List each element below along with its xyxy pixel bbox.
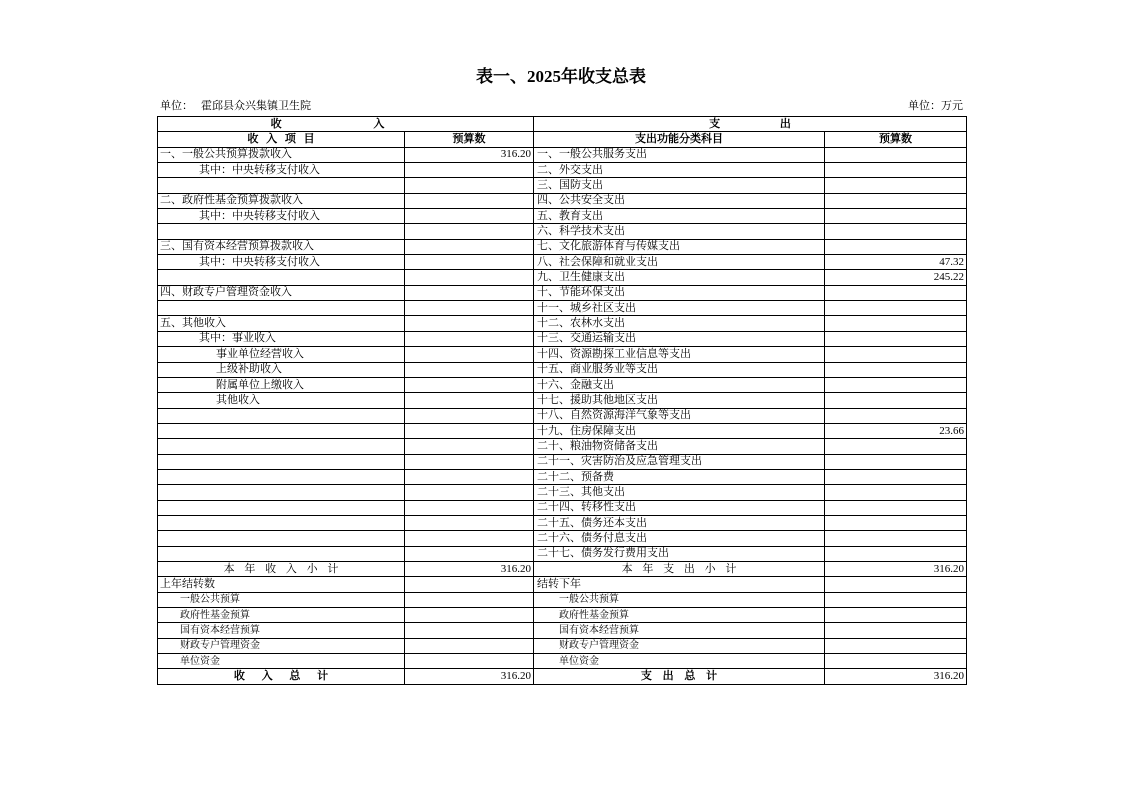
carryover-item-row — [158, 623, 967, 638]
expense-item-cell: 四、公共安全支出 — [534, 193, 825, 208]
expense-total-amount: 316.20 — [825, 669, 967, 684]
expense-carryover-item: 单位资金 — [534, 654, 825, 669]
income-item-cell — [158, 301, 405, 316]
income-amount-cell — [405, 178, 534, 193]
table-row — [158, 439, 967, 454]
expense-item-cell: 六、科学技术支出 — [534, 224, 825, 239]
expense-item-cell: 十、节能环保支出 — [534, 285, 825, 300]
income-item-cell — [158, 408, 405, 423]
expense-amount-cell — [825, 531, 967, 546]
income-amount-cell — [405, 531, 534, 546]
income-amount-cell — [405, 270, 534, 285]
column-header-row — [158, 132, 967, 147]
expense-amount-cell — [825, 454, 967, 469]
expense-item-cell: 十六、金融支出 — [534, 377, 825, 392]
income-amount-cell — [405, 224, 534, 239]
table-row — [158, 500, 967, 515]
table-row — [158, 301, 967, 316]
expense-subtotal-label: 本 年 支 出 小 计 — [534, 561, 825, 576]
expense-total-label: 支 出 总 计 — [534, 669, 825, 684]
income-total-amount: 316.20 — [405, 669, 534, 684]
income-item-cell: 四、财政专户管理资金收入 — [158, 285, 405, 300]
expense-amount-cell — [825, 439, 967, 454]
expense-carryover-amount — [825, 577, 967, 592]
income-amount-cell — [405, 454, 534, 469]
income-item-cell — [158, 515, 405, 530]
expense-amount-cell — [825, 347, 967, 362]
table-row — [158, 178, 967, 193]
income-amount-cell — [405, 347, 534, 362]
carryover-item-row — [158, 592, 967, 607]
expense-carryover-item-amount — [825, 638, 967, 653]
table-row — [158, 454, 967, 469]
income-item-cell — [158, 439, 405, 454]
income-item-cell: 上级补助收入 — [158, 362, 405, 377]
income-amount-cell — [405, 515, 534, 530]
income-subtotal-label: 本 年 收 入 小 计 — [158, 561, 405, 576]
income-amount-cell — [405, 209, 534, 224]
table-row — [158, 377, 967, 392]
table-row — [158, 255, 967, 270]
income-item-cell: 五、其他收入 — [158, 316, 405, 331]
income-subtotal-amount: 316.20 — [405, 561, 534, 576]
table-row — [158, 147, 967, 162]
expense-carryover-title: 结转下年 — [534, 577, 825, 592]
income-item-cell: 附属单位上缴收入 — [158, 377, 405, 392]
expense-item-cell: 二十六、债务付息支出 — [534, 531, 825, 546]
income-amount-cell — [405, 301, 534, 316]
income-amount-cell — [405, 255, 534, 270]
income-amount-cell — [405, 393, 534, 408]
income-amount-cell — [405, 331, 534, 346]
expense-amount-cell — [825, 193, 967, 208]
expense-item-cell: 十四、资源勘探工业信息等支出 — [534, 347, 825, 362]
page-title: 表一、2025年收支总表 — [476, 67, 646, 86]
expense-amount-cell — [825, 224, 967, 239]
income-carryover-item: 一般公共预算 — [158, 592, 405, 607]
expense-item-cell: 七、文化旅游体育与传媒支出 — [534, 239, 825, 254]
expense-item-cell: 十九、住房保障支出 — [534, 423, 825, 438]
income-item-cell: 其中：中央转移支付收入 — [158, 163, 405, 178]
income-amount-cell — [405, 408, 534, 423]
table-row — [158, 362, 967, 377]
table-row — [158, 546, 967, 561]
expense-item-cell: 十五、商业服务业等支出 — [534, 362, 825, 377]
income-item-cell: 二、政府性基金预算拨款收入 — [158, 193, 405, 208]
income-item-cell: 其中：事业收入 — [158, 331, 405, 346]
income-amount-cell — [405, 439, 534, 454]
table-row — [158, 239, 967, 254]
expense-item-cell: 八、社会保障和就业支出 — [534, 255, 825, 270]
carryover-item-row — [158, 638, 967, 653]
expense-item-cell: 十一、城乡社区支出 — [534, 301, 825, 316]
table-row — [158, 285, 967, 300]
unit-label: 单位： — [160, 100, 193, 112]
income-item-cell — [158, 270, 405, 285]
group-header-row — [158, 117, 967, 132]
income-amount-cell — [405, 193, 534, 208]
expense-subtotal-amount: 316.20 — [825, 561, 967, 576]
expense-amount-cell — [825, 485, 967, 500]
expense-amount-cell — [825, 500, 967, 515]
income-carryover-title: 上年结转数 — [158, 577, 405, 592]
expense-amount-cell — [825, 469, 967, 484]
expense-carryover-item-amount — [825, 592, 967, 607]
expense-amount-cell — [825, 546, 967, 561]
income-amount-cell — [405, 285, 534, 300]
income-carryover-item-amount — [405, 654, 534, 669]
expense-item-cell: 三、国防支出 — [534, 178, 825, 193]
expense-carryover-item: 政府性基金预算 — [534, 608, 825, 623]
expense-item-cell: 二十、粮油物资储备支出 — [534, 439, 825, 454]
table-row — [158, 224, 967, 239]
income-amount-cell — [405, 316, 534, 331]
income-item-cell: 一、一般公共预算拨款收入 — [158, 147, 405, 162]
total-row — [158, 669, 967, 684]
income-item-cell — [158, 485, 405, 500]
income-amount-cell — [405, 485, 534, 500]
budget-summary-table — [157, 116, 967, 685]
expense-amount-cell: 245.22 — [825, 270, 967, 285]
table-row — [158, 270, 967, 285]
income-item-cell — [158, 454, 405, 469]
expense-carryover-item-amount — [825, 608, 967, 623]
income-amount-cell — [405, 469, 534, 484]
expense-amount-cell — [825, 408, 967, 423]
income-amount-cell — [405, 362, 534, 377]
expense-carryover-item: 一般公共预算 — [534, 592, 825, 607]
income-carryover-item-amount — [405, 623, 534, 638]
income-amount-cell — [405, 163, 534, 178]
expense-item-cell: 二十七、债务发行费用支出 — [534, 546, 825, 561]
expense-item-cell: 二十三、其他支出 — [534, 485, 825, 500]
income-item-cell — [158, 531, 405, 546]
expense-amount-cell — [825, 147, 967, 162]
expense-carryover-item: 国有资本经营预算 — [534, 623, 825, 638]
expense-amount-cell — [825, 316, 967, 331]
expense-item-cell: 一、一般公共服务支出 — [534, 147, 825, 162]
table-body — [158, 117, 967, 685]
expense-carryover-item: 财政专户管理资金 — [534, 638, 825, 653]
expense-amount-cell: 47.32 — [825, 255, 967, 270]
income-group-header: 收 入 — [158, 117, 534, 132]
income-item-header: 收 入 项 目 — [158, 132, 405, 147]
expense-amount-cell — [825, 362, 967, 377]
income-carryover-amount — [405, 577, 534, 592]
income-amount-cell — [405, 423, 534, 438]
income-item-cell — [158, 469, 405, 484]
expense-item-cell: 十八、自然资源海洋气象等支出 — [534, 408, 825, 423]
table-row — [158, 316, 967, 331]
table-row — [158, 163, 967, 178]
income-item-cell: 三、国有资本经营预算拨款收入 — [158, 239, 405, 254]
income-carryover-item: 国有资本经营预算 — [158, 623, 405, 638]
income-item-cell: 其他收入 — [158, 393, 405, 408]
income-item-cell — [158, 224, 405, 239]
income-carryover-item: 财政专户管理资金 — [158, 638, 405, 653]
income-item-cell: 其中：中央转移支付收入 — [158, 209, 405, 224]
expense-amount-cell — [825, 239, 967, 254]
expense-amount-cell — [825, 393, 967, 408]
income-item-cell — [158, 423, 405, 438]
expense-group-header: 支 出 — [534, 117, 967, 132]
table-row — [158, 331, 967, 346]
carryover-item-row — [158, 654, 967, 669]
expense-item-cell: 五、教育支出 — [534, 209, 825, 224]
expense-carryover-item-amount — [825, 654, 967, 669]
income-carryover-item: 政府性基金预算 — [158, 608, 405, 623]
table-row — [158, 209, 967, 224]
income-amount-cell — [405, 377, 534, 392]
income-amount-cell — [405, 500, 534, 515]
carryover-item-row — [158, 608, 967, 623]
income-item-cell — [158, 500, 405, 515]
expense-item-cell: 二十五、债务还本支出 — [534, 515, 825, 530]
expense-amount-cell — [825, 515, 967, 530]
expense-item-cell: 二、外交支出 — [534, 163, 825, 178]
expense-amount-cell — [825, 163, 967, 178]
expense-item-cell: 十二、农林水支出 — [534, 316, 825, 331]
income-amount-header: 预算数 — [405, 132, 534, 147]
unit-info — [160, 99, 311, 113]
income-amount-cell — [405, 546, 534, 561]
income-item-cell: 其中：中央转移支付收入 — [158, 255, 405, 270]
income-amount-cell: 316.20 — [405, 147, 534, 162]
expense-amount-header: 预算数 — [825, 132, 967, 147]
table-row — [158, 193, 967, 208]
expense-item-cell: 九、卫生健康支出 — [534, 270, 825, 285]
expense-item-cell: 二十二、预备费 — [534, 469, 825, 484]
expense-amount-cell — [825, 209, 967, 224]
subtotal-row — [158, 561, 967, 576]
expense-item-cell: 二十四、转移性支出 — [534, 500, 825, 515]
table-row — [158, 485, 967, 500]
table-row — [158, 423, 967, 438]
expense-amount-cell — [825, 331, 967, 346]
expense-item-header: 支出功能分类科目 — [534, 132, 825, 147]
expense-carryover-item-amount — [825, 623, 967, 638]
income-carryover-item-amount — [405, 638, 534, 653]
table-row — [158, 408, 967, 423]
income-carryover-item-amount — [405, 592, 534, 607]
expense-item-cell: 十三、交通运输支出 — [534, 331, 825, 346]
unit-name: 霍邱县众兴集镇卫生院 — [201, 100, 311, 112]
expense-item-cell: 二十一、灾害防治及应急管理支出 — [534, 454, 825, 469]
income-carryover-item: 单位资金 — [158, 654, 405, 669]
income-carryover-item-amount — [405, 608, 534, 623]
income-amount-cell — [405, 239, 534, 254]
amount-unit: 单位：万元 — [908, 100, 963, 112]
expense-amount-cell — [825, 178, 967, 193]
table-row — [158, 347, 967, 362]
table-row — [158, 531, 967, 546]
table-row — [158, 515, 967, 530]
expense-amount-cell — [825, 377, 967, 392]
carryover-title-row — [158, 577, 967, 592]
expense-amount-cell — [825, 301, 967, 316]
expense-amount-cell — [825, 285, 967, 300]
income-item-cell — [158, 546, 405, 561]
table-row — [158, 469, 967, 484]
expense-item-cell: 十七、援助其他地区支出 — [534, 393, 825, 408]
income-item-cell — [158, 178, 405, 193]
table-row — [158, 393, 967, 408]
income-item-cell: 事业单位经营收入 — [158, 347, 405, 362]
income-total-label: 收 入 总 计 — [158, 669, 405, 684]
expense-amount-cell: 23.66 — [825, 423, 967, 438]
